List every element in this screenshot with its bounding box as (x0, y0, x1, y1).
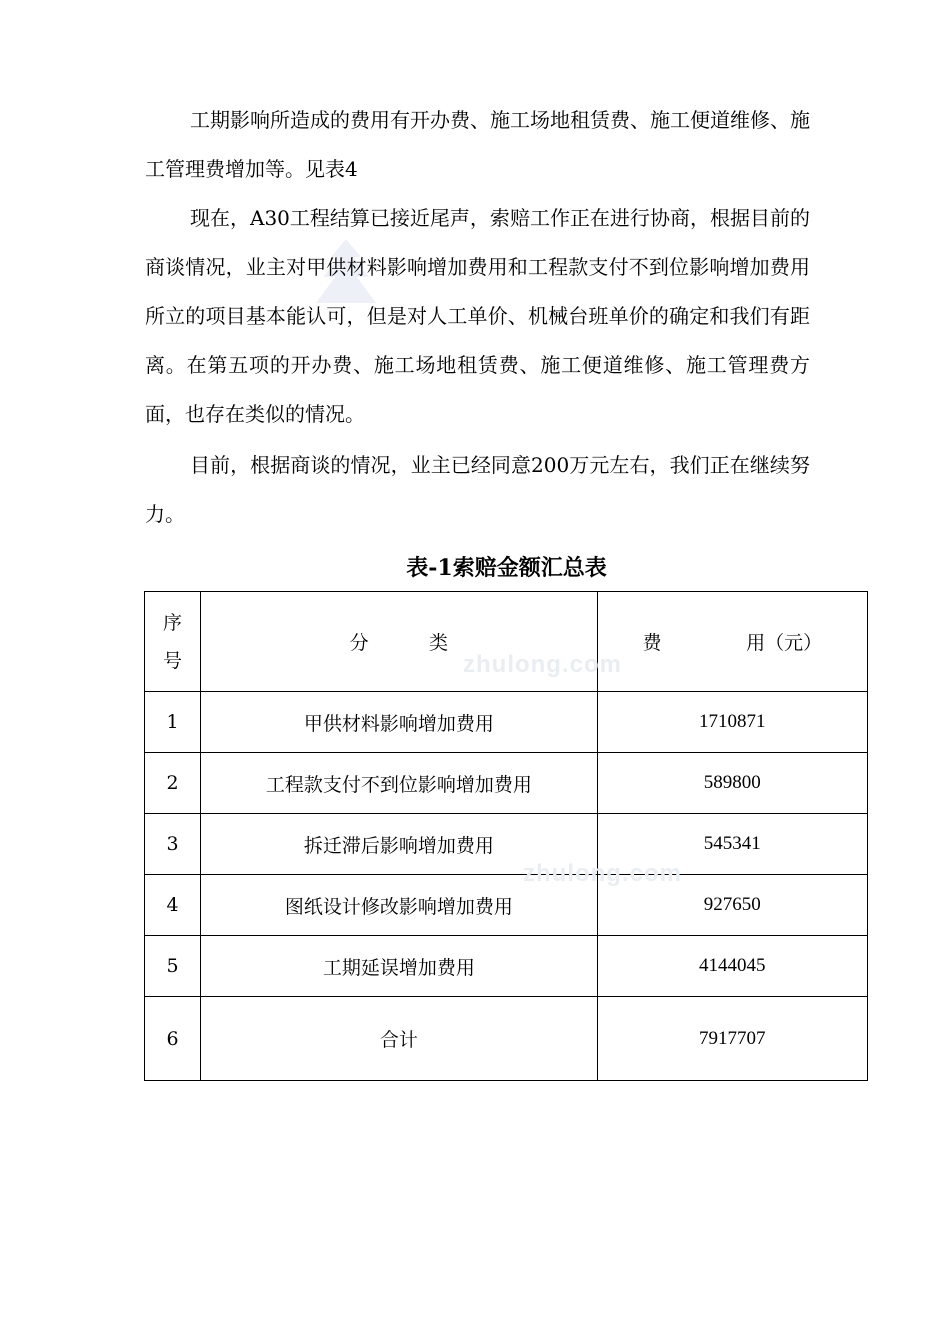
row-amount: 927650 (597, 875, 867, 936)
header-index: 序号 (163, 611, 183, 672)
row-category: 合计 (201, 997, 598, 1081)
table-row (145, 753, 868, 814)
row-index: 4 (145, 875, 201, 936)
table-title: 表-1索赔金额汇总表 (406, 555, 607, 581)
row-amount: 545341 (597, 814, 867, 875)
row-category: 图纸设计修改影响增加费用 (201, 875, 598, 936)
table-row (145, 875, 868, 936)
table-header-row (145, 592, 868, 692)
row-category: 拆迁滞后影响增加费用 (201, 814, 598, 875)
row-index: 6 (145, 997, 201, 1081)
row-amount: 4144045 (597, 936, 867, 997)
row-amount: 7917707 (597, 997, 867, 1081)
row-index: 3 (145, 814, 201, 875)
paragraph-3: 目前，根据商谈的情况，业主已经同意200万元左右，我们正在继续努力。 (145, 453, 810, 526)
header-amount: 费 用（元） (642, 632, 823, 654)
watermark-text: zhulong.com (463, 651, 622, 678)
watermark-text: zhulong.com (523, 860, 682, 887)
row-index: 1 (145, 692, 201, 753)
paragraph-1: 工期影响所造成的费用有开办费、施工场地租赁费、施工便道维修、施工管理费增加等。见表4 (145, 108, 810, 181)
paragraph-2: 现在，A30工程结算已接近尾声，索赔工作正在进行协商，根据目前的商谈情况，业主对甲供材料影响增加费用和工程款支付不到位影响增加费用所立的项目基本能认可，但是对人工单价、机械台班单价的确定和我们有距离。在第五项的开办费、施工场地租赁费、施工便道维修、施工管理费方面，也存在类似的情况。 (145, 206, 810, 426)
header-category: 分 类 (349, 632, 449, 654)
header-category-cell (201, 592, 598, 692)
claim-summary-table (144, 591, 868, 1081)
header-index-cell (145, 592, 201, 692)
table-row (145, 936, 868, 997)
row-amount: 589800 (597, 753, 867, 814)
row-index: 2 (145, 753, 201, 814)
table-row (145, 692, 868, 753)
header-amount-cell (597, 592, 867, 692)
row-amount: 1710871 (597, 692, 867, 753)
table-row (145, 814, 868, 875)
row-index: 5 (145, 936, 201, 997)
row-category: 工程款支付不到位影响增加费用 (201, 753, 598, 814)
row-category: 甲供材料影响增加费用 (201, 692, 598, 753)
table-row-total (145, 997, 868, 1081)
row-category: 工期延误增加费用 (201, 936, 598, 997)
